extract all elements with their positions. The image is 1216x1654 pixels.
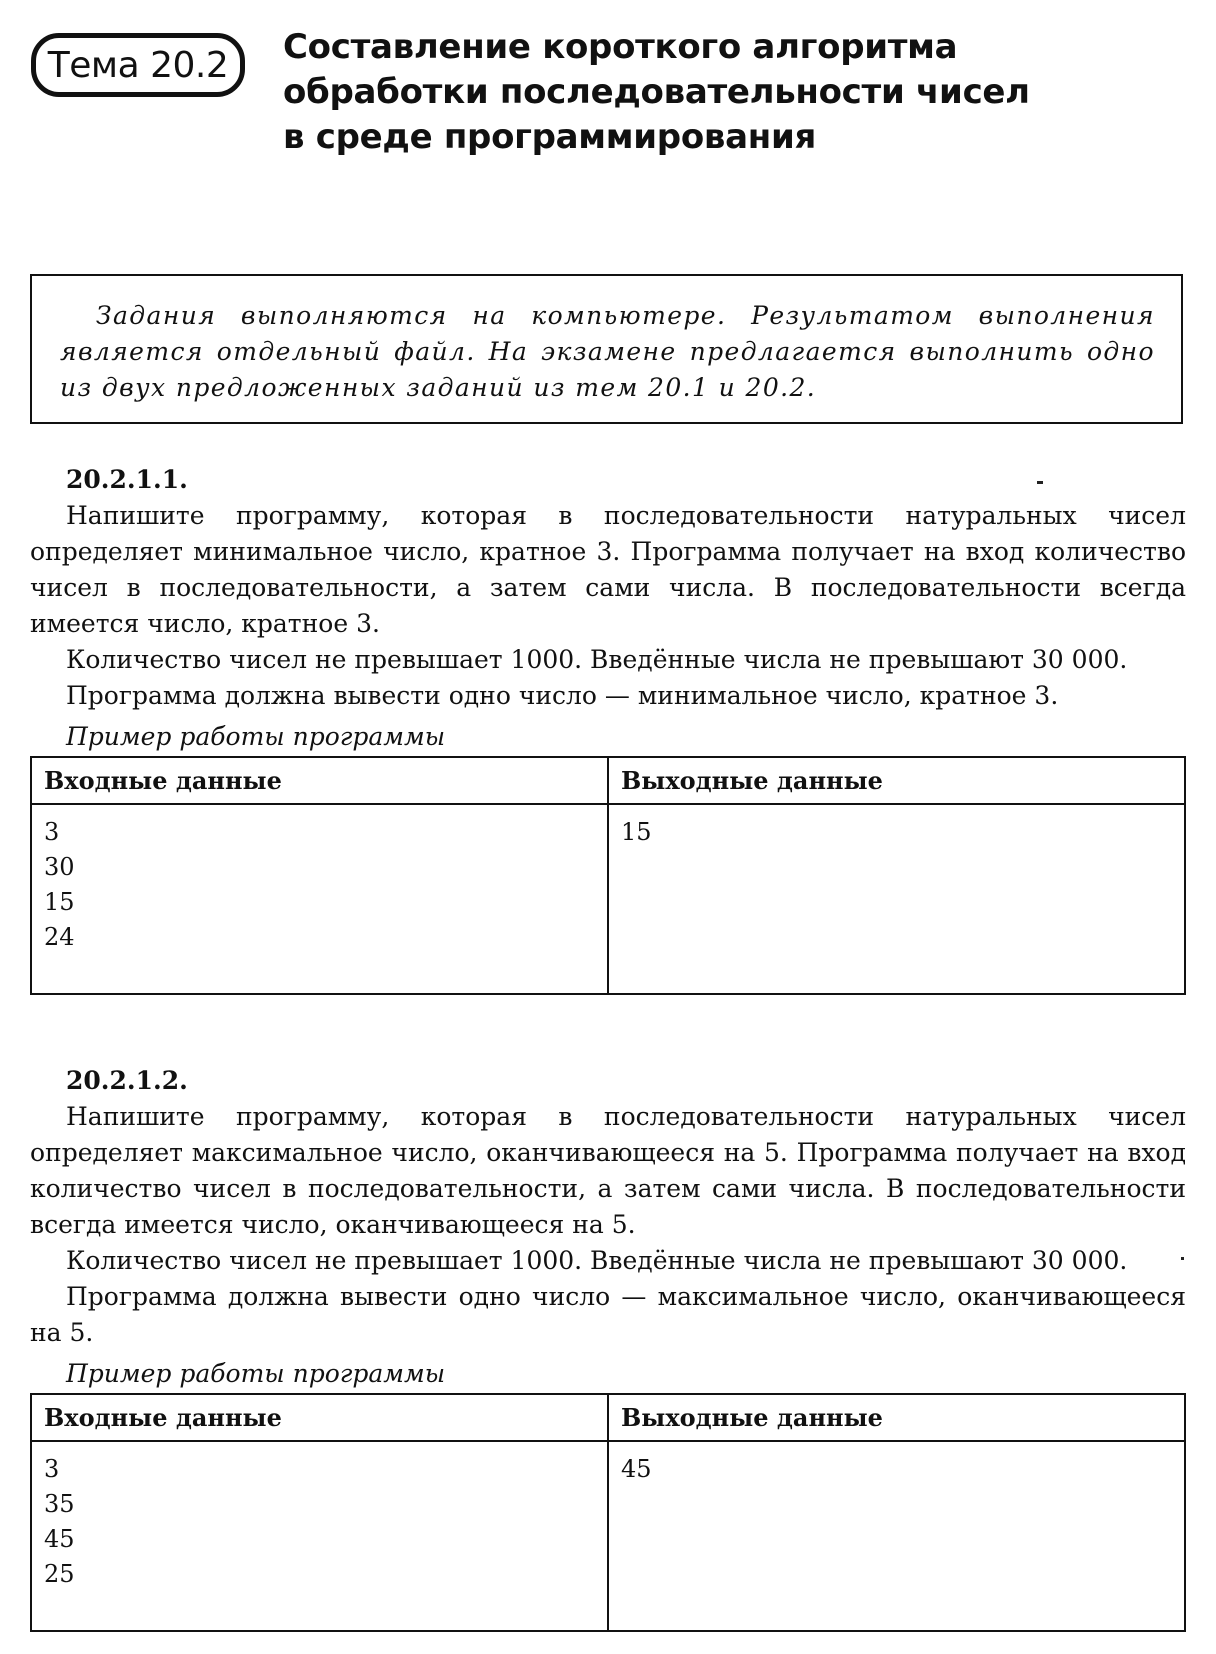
example-table: [30, 1393, 1186, 1632]
scan-speck: [1037, 481, 1043, 484]
table-row: [31, 1441, 1185, 1631]
example-caption: Пример работы программы: [66, 1359, 446, 1388]
input-line: 30: [44, 853, 75, 881]
input-line: 3: [44, 818, 60, 846]
example-table: [30, 756, 1186, 995]
task-paragraph: Количество чисел не превышает 1000. Введённые числа не превышают 30 000.: [66, 1246, 1128, 1275]
input-header: Входные данные: [31, 757, 608, 804]
page-title-line: обработки последовательности чисел: [283, 72, 1030, 112]
input-header: Входные данные: [31, 1394, 608, 1441]
output-line: 15: [621, 818, 652, 846]
output-header: Выходные данные: [608, 1394, 1185, 1441]
scan-speck: [1181, 1257, 1184, 1260]
task-number: 20.2.1.2.: [66, 1066, 188, 1095]
input-cell: [31, 804, 608, 994]
topic-badge: Тема 20.2: [31, 33, 245, 97]
input-line: 15: [44, 888, 75, 916]
output-line: 45: [621, 1455, 652, 1483]
task-paragraph: Напишите программу, которая в последовательности натуральных чисел определяет минимальное число, кратное 3. Программа получает на вход количество чисел в последовательности, а затем сами числа. В последовательности всегда имеется число, кратное 3.: [30, 501, 1186, 638]
table-row: [31, 804, 1185, 994]
notice-box: Задания выполняются на компьютере. Результатом выполнения является отдельный файл. На экзамене предлагается выполнить одно из двух предложенных заданий из тем 20.1 и 20.2.: [30, 274, 1183, 424]
page-title: [283, 25, 1183, 160]
input-line: 3: [44, 1455, 60, 1483]
output-header: Выходные данные: [608, 757, 1185, 804]
output-cell: [608, 804, 1185, 994]
task-paragraph: Программа должна вывести одно число — максимальное число, оканчивающееся на 5.: [30, 1282, 1186, 1347]
input-line: 35: [44, 1490, 75, 1518]
input-line: 24: [44, 923, 75, 951]
input-line: 25: [44, 1560, 75, 1588]
example-caption: Пример работы программы: [66, 722, 446, 751]
task-paragraph: Количество чисел не превышает 1000. Введённые числа не превышают 30 000.: [66, 645, 1128, 674]
input-line: 45: [44, 1525, 75, 1553]
task-paragraph: Программа должна вывести одно число — минимальное число, кратное 3.: [66, 681, 1059, 710]
table-header-row: [31, 1394, 1185, 1441]
task-20-2-1-2: [30, 1063, 1186, 1632]
task-paragraph: Напишите программу, которая в последовательности натуральных чисел определяет максимальное число, оканчивающееся на 5. Программа получает на вход количество чисел в последовательности, а затем сами числа. В последовательности всегда имеется число, оканчивающееся на 5.: [30, 1102, 1186, 1239]
table-header-row: [31, 757, 1185, 804]
page-title-line: в среде программирования: [283, 117, 816, 157]
output-cell: [608, 1441, 1185, 1631]
task-number: 20.2.1.1.: [66, 465, 188, 494]
task-20-2-1-1: [30, 462, 1186, 995]
input-cell: [31, 1441, 608, 1631]
page-title-line: Составление короткого алгоритма: [283, 27, 958, 67]
